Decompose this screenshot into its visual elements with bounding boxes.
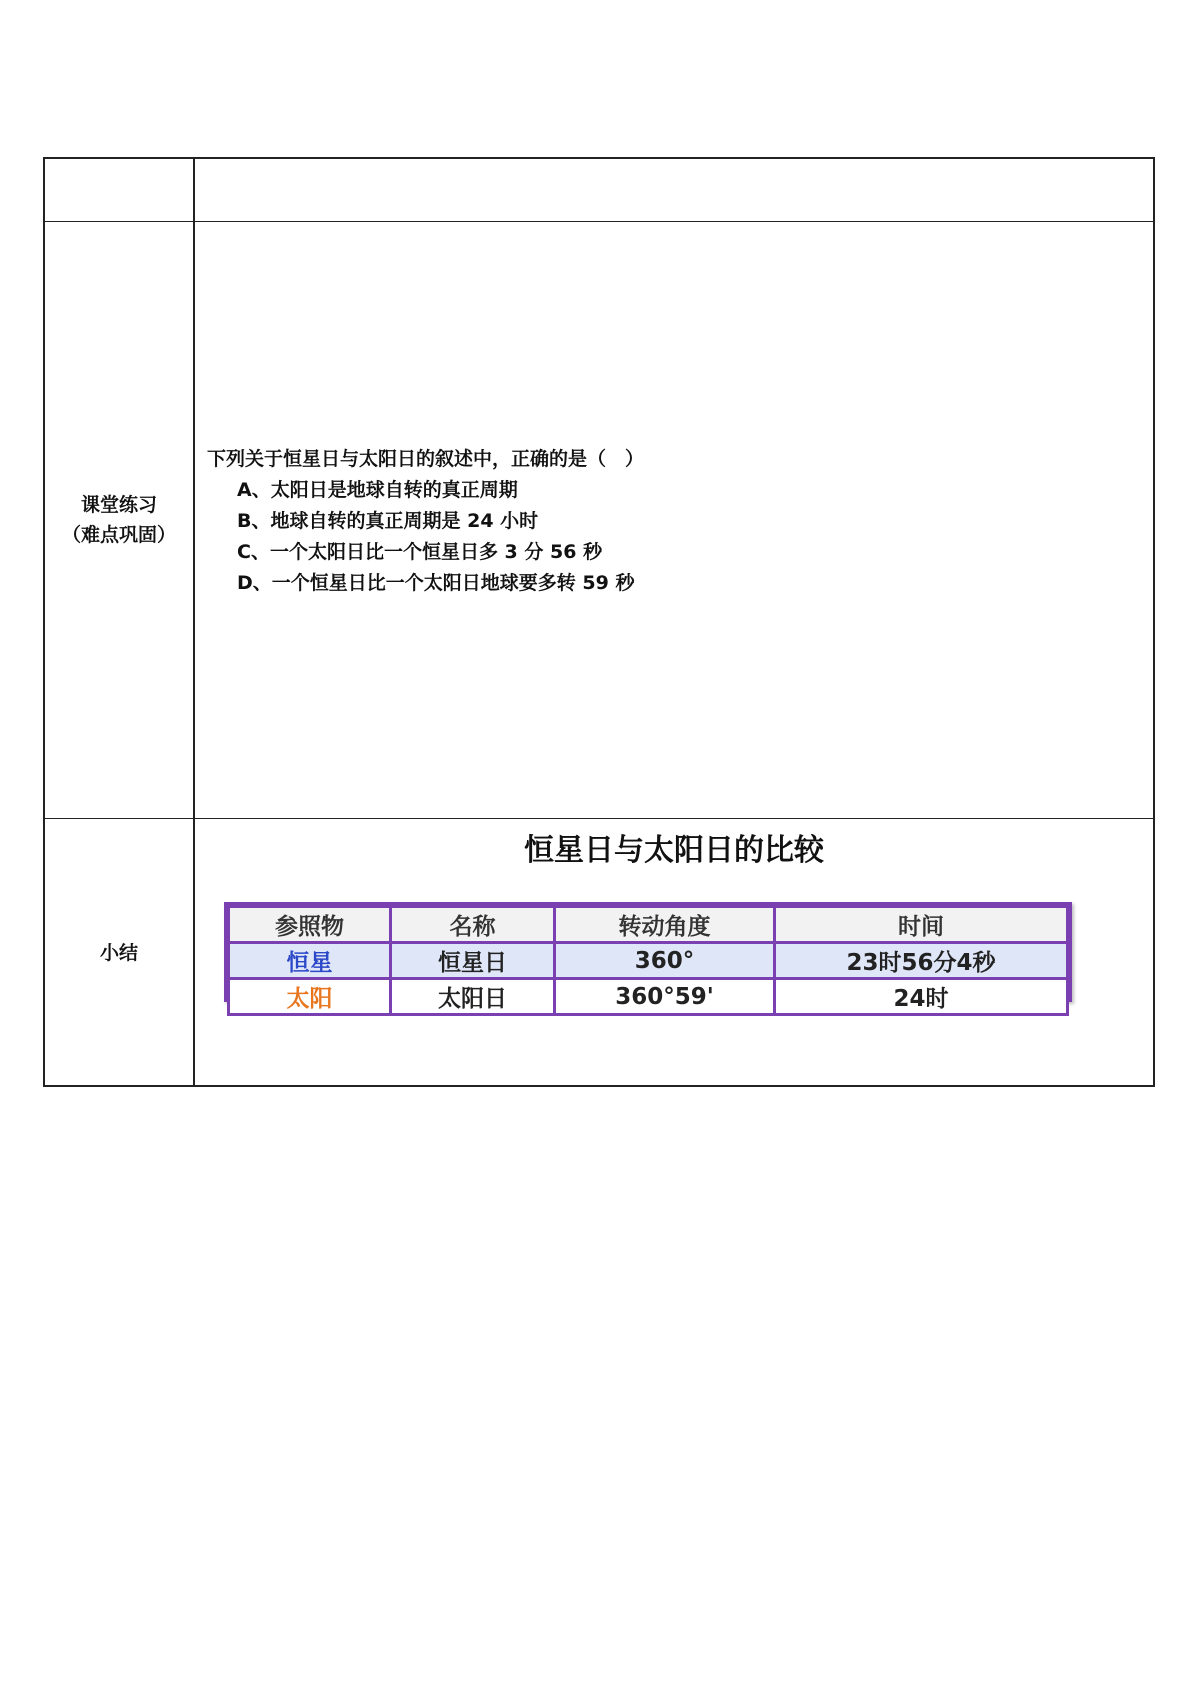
header-name: 名称	[391, 907, 555, 943]
practice-question	[207, 444, 644, 599]
cell-angle-sidereal: 360°	[555, 943, 775, 979]
comparison-table	[224, 902, 1072, 1012]
cell-time-solar: 24时	[775, 979, 1068, 1015]
header-angle: 转动角度	[555, 907, 775, 943]
header-time: 时间	[775, 907, 1068, 943]
comparison-header-row	[229, 907, 1068, 943]
comparison-title: 恒星日与太阳日的比较	[524, 833, 824, 868]
lesson-table	[43, 157, 1155, 1087]
cell-reference-star: 恒星	[229, 943, 391, 979]
practice-label-line2: （难点巩固）	[61, 524, 176, 546]
table-row	[229, 943, 1068, 979]
practice-row-label	[45, 490, 193, 550]
summary-row-label: 小结	[99, 942, 138, 964]
option-a: A、太阳日是地球自转的真正周期	[237, 479, 518, 501]
question-stem: 下列关于恒星日与太阳日的叙述中，正确的是（ ）	[207, 448, 645, 470]
cell-reference-sun: 太阳	[229, 979, 391, 1015]
header-reference: 参照物	[229, 907, 391, 943]
row-divider-bottom	[45, 818, 1153, 819]
cell-name-sidereal: 恒星日	[391, 943, 555, 979]
row-divider-top	[45, 221, 1153, 222]
option-c: C、一个太阳日比一个恒星日多 3 分 56 秒	[237, 541, 603, 563]
practice-label-line1: 课堂练习	[80, 494, 157, 516]
option-d: D、一个恒星日比一个太阳日地球要多转 59 秒	[237, 572, 635, 594]
table-row	[229, 979, 1068, 1015]
cell-name-solar: 太阳日	[391, 979, 555, 1015]
cell-time-sidereal: 23时56分4秒	[775, 943, 1068, 979]
column-divider	[193, 159, 195, 1085]
option-b: B、地球自转的真正周期是 24 小时	[237, 510, 539, 532]
cell-angle-solar: 360°59'	[555, 979, 775, 1015]
